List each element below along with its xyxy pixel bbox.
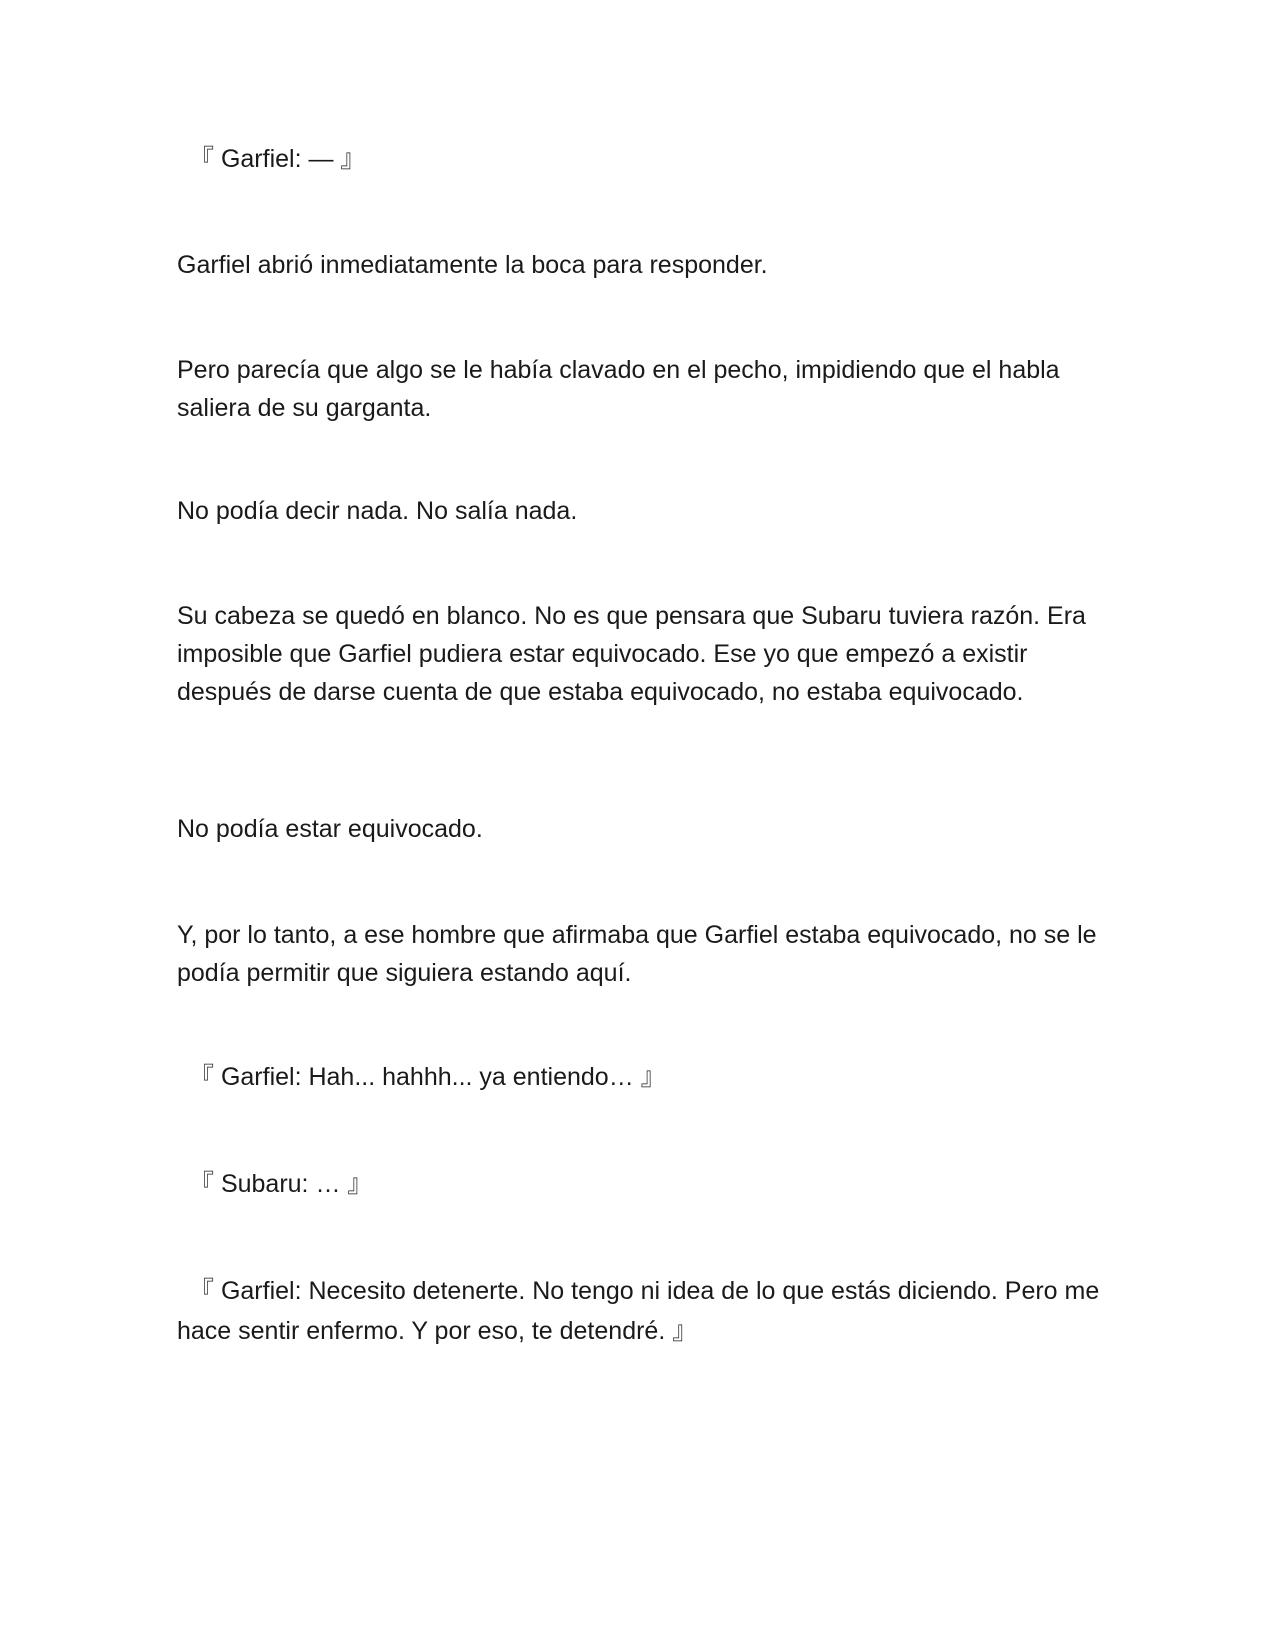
paragraph: Su cabeza se quedó en blanco. No es que pensara que Subaru tuviera razón. Era imposible que Garfiel pudiera estar equivocado. Ese yo que empezó a existir después de darse cuenta de que estaba equivocado, no estaba equivocado. [177, 602, 1086, 706]
paragraph: No podía estar equivocado. [177, 815, 483, 843]
paragraph: Y, por lo tanto, a ese hombre que afirmaba que Garfiel estaba equivocado, no se le podía permitir que siguiera estando aquí. [177, 921, 1097, 987]
paragraph: No podía decir nada. No salía nada. [177, 497, 578, 525]
dialogue-line: 『 Garfiel: Necesito detenerte. No tengo ni idea de lo que estás diciendo. Pero me hace sentir enfermo. Y por eso, te detendré. 』 [177, 1277, 1100, 1345]
dialogue-line: 『 Garfiel: Hah... hahhh... ya entiendo… 』 [189, 1063, 666, 1091]
paragraph: Pero parecía que algo se le había clavado en el pecho, impidiendo que el habla saliera de su garganta. [177, 356, 1060, 422]
dialogue-line: 『 Subaru: … 』 [189, 1170, 373, 1198]
dialogue-line: 『 Garfiel: — 』 [189, 145, 366, 173]
paragraph: Garfiel abrió inmediatamente la boca para responder. [177, 251, 768, 279]
